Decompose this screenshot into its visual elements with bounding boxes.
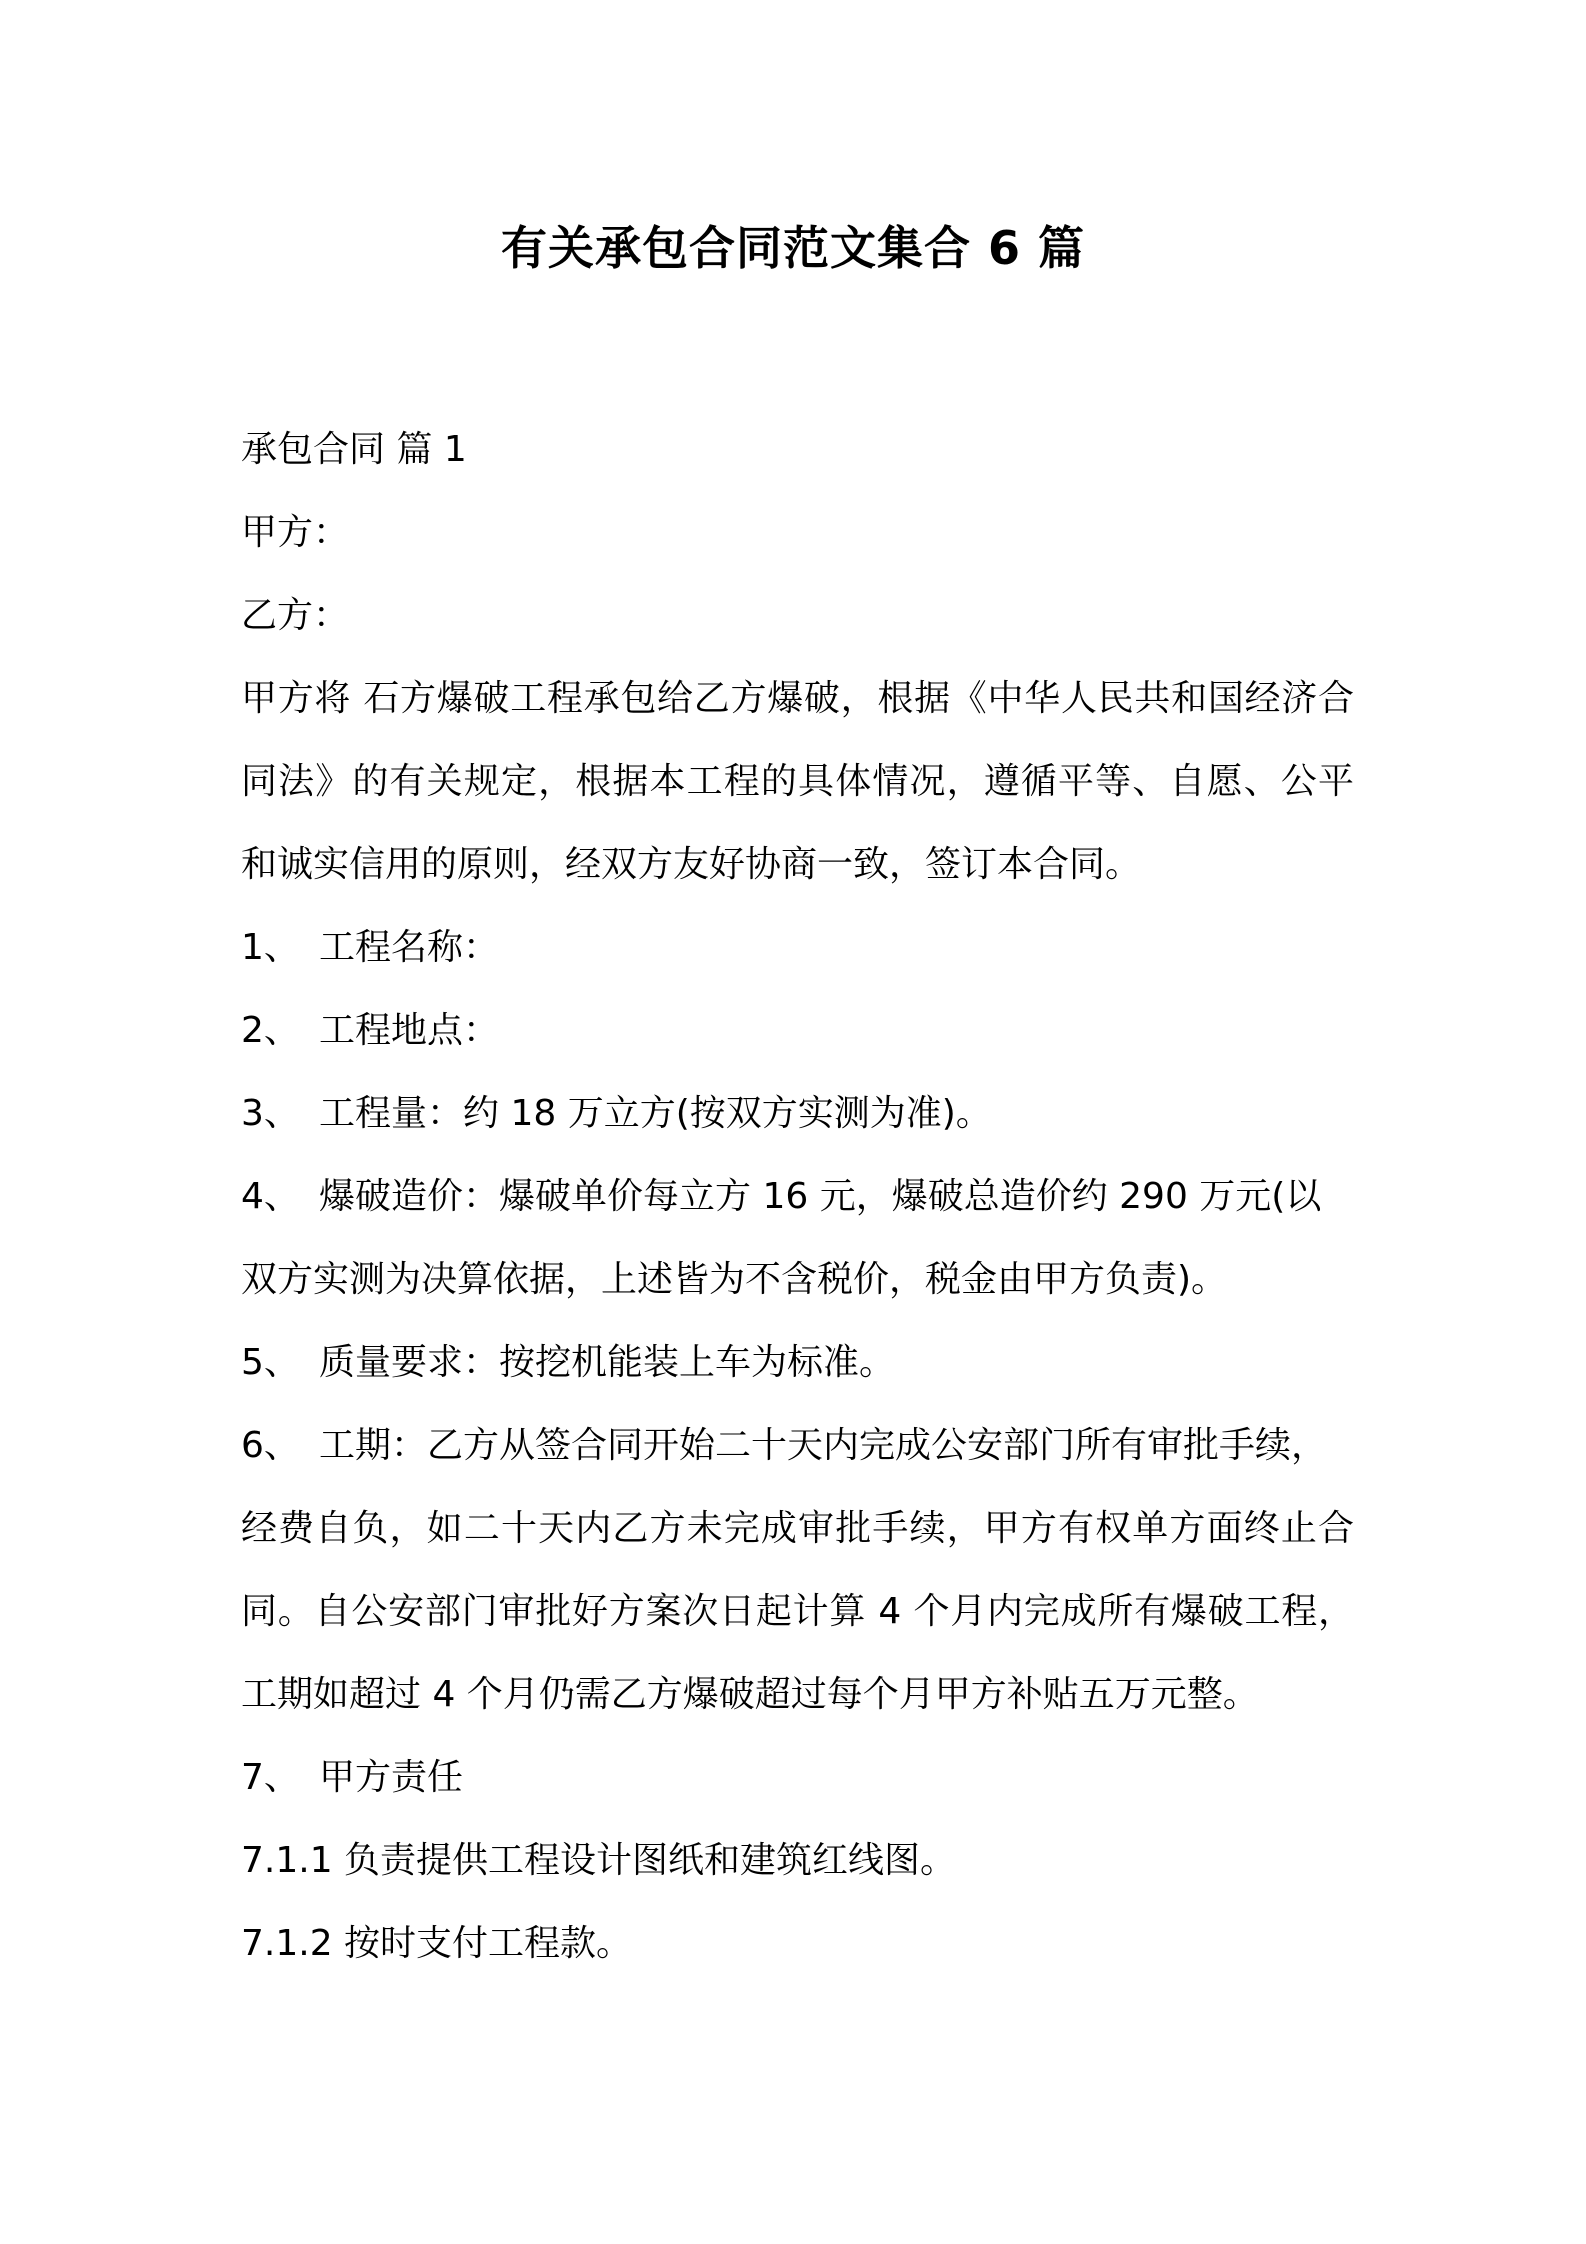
clause-number: 7、	[241, 1757, 300, 1798]
clause-text: 工程名称：	[319, 927, 500, 968]
clause-number: 3、	[241, 1093, 300, 1134]
intro-paragraph: 甲方将 石方爆破工程承包给乙方爆破，根据《中华人民共和国经济合同法》的有关规定，根据本工程的具体情况，遵循平等、自愿、公平和诚实信用的原则，经双方友好协商一致，签订本合同。	[241, 678, 1354, 885]
clause-number: 2、	[241, 1010, 300, 1051]
clause-4	[241, 1155, 1354, 1238]
document-body	[241, 408, 1354, 1985]
sub-clause-7-1-1: 7.1.1 负责提供工程设计图纸和建筑红线图。	[241, 1840, 957, 1881]
party-b-line: 乙方：	[241, 595, 350, 636]
party-a-line: 甲方：	[241, 512, 350, 553]
section-heading: 承包合同 篇 1	[241, 429, 467, 470]
clause-7	[241, 1736, 1354, 1819]
clause-2	[241, 989, 1354, 1072]
clause-text: 质量要求：按挖机能装上车为标准。	[319, 1342, 896, 1383]
clause-number: 4、	[241, 1176, 300, 1217]
clause-number: 1、	[241, 927, 300, 968]
clause-4-continuation: 双方实测为决算依据，上述皆为不含税价，税金由甲方负责)。	[241, 1259, 1228, 1300]
sub-clause-7-1-2: 7.1.2 按时支付工程款。	[241, 1923, 633, 1964]
clause-3	[241, 1072, 1354, 1155]
clause-6-continuation: 经费自负，如二十天内乙方未完成审批手续，甲方有权单方面终止合同。自公安部门审批好方案次日起计算 4 个月内完成所有爆破工程，工期如超过 4 个月仍需乙方爆破超过每个月甲方补贴五万元整。	[241, 1508, 1354, 1715]
clause-text: 工期：乙方从签合同开始二十天内完成公安部门所有审批手续，	[319, 1425, 1328, 1466]
clause-1	[241, 906, 1354, 989]
clause-6	[241, 1404, 1354, 1487]
clause-5	[241, 1321, 1354, 1404]
clause-text: 工程量：约 18 万立方(按双方实测为准)。	[319, 1093, 992, 1134]
clause-text: 爆破造价：爆破单价每立方 16 元，爆破总造价约 290 万元(以	[319, 1176, 1322, 1217]
document-title: 有关承包合同范文集合 6 篇	[500, 221, 1086, 275]
clause-number: 6、	[241, 1425, 300, 1466]
clause-text: 工程地点：	[319, 1010, 500, 1051]
clause-text: 甲方责任	[319, 1757, 464, 1798]
clause-number: 5、	[241, 1342, 300, 1383]
